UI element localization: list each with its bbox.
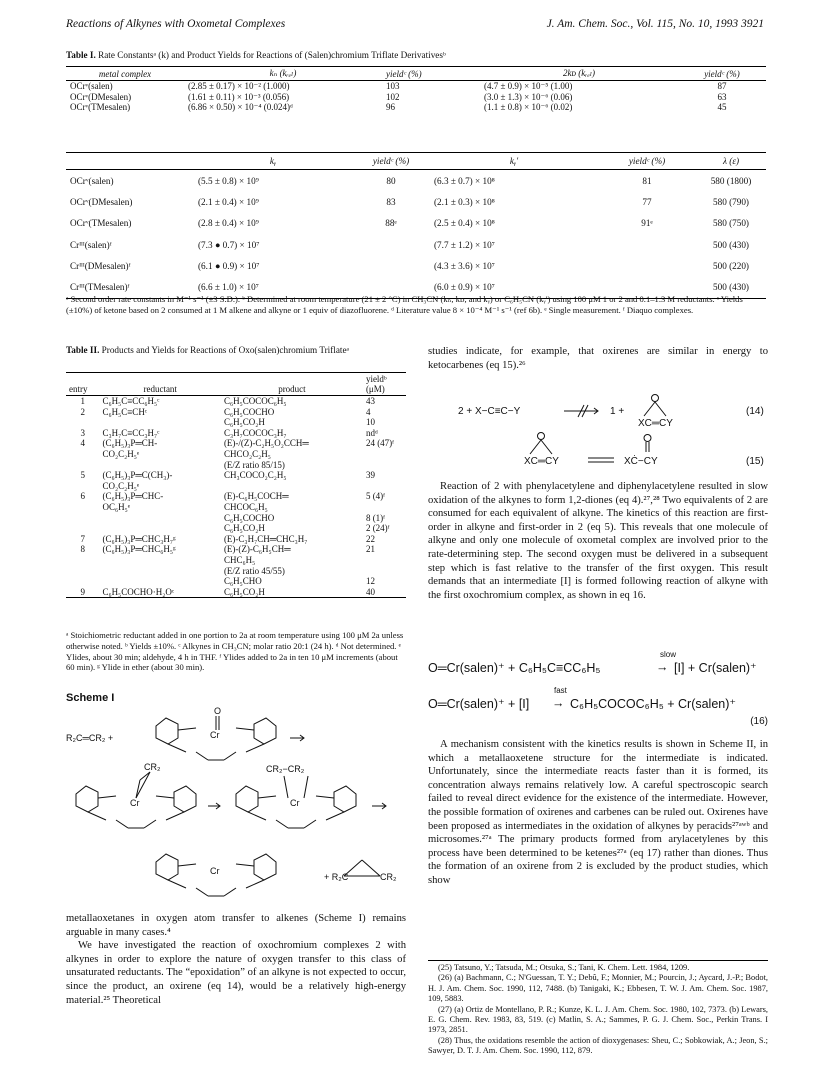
table-cell: (E)-/(Z)-C₂H₅O₂CCH═: [223, 438, 309, 449]
table-cell: [363, 566, 406, 577]
table-cell: (6.86 × 0.50) × 10⁻⁴ (0.024)ᵈ: [188, 102, 293, 112]
scheme-o-label: O: [214, 706, 222, 716]
reference-item: (26) (a) Bachmann, C.; N'Guessan, T. Y.; Debû, F.; Monnier, M.; Pourcin, J.; Aycard, J.-P.; Bodot, H. J. Am. Chem. Soc. 1990, 112, 7488. (b) Tanigaki, K.; Ebbesen, T. W. J. Am. Chem. Soc. 1987, 109, 5883.: [428, 973, 768, 1004]
table1a-header: metal complex: [66, 67, 184, 81]
table-cell: (E)-C₆H₅COCH═: [223, 491, 289, 502]
table-cell: OCrᵛ(salen): [70, 81, 113, 91]
table-cell: 2 (24)ᶠ: [365, 523, 390, 534]
scheme-epoxide-label-2: CR₂: [380, 872, 397, 882]
table-cell: (E/Z ratio 45/55): [223, 565, 285, 576]
table1-caption-label: Table I.: [66, 50, 96, 60]
table-cell: 83: [386, 196, 396, 207]
table-row: [66, 170, 766, 192]
table-cell: C₆H₅CO₂H: [223, 523, 265, 534]
table-cell: 5 (4)ᶠ: [365, 491, 386, 502]
table-cell: 88ᵉ: [385, 218, 397, 229]
table-cell: 12: [365, 576, 375, 587]
table-row: [66, 491, 406, 502]
table-cell: 9: [66, 587, 99, 598]
arrow-icon: →: [552, 696, 565, 710]
table-cell: (2.8 ± 0.4) × 10⁹: [198, 218, 259, 229]
eq16-step1-left: O═Cr(salen)⁺ + C₆H₅C≡CC₆H₅: [428, 661, 601, 675]
table-cell: (6.0 ± 0.9) × 10⁷: [430, 276, 598, 298]
ketocarbene-label: XĊ−CY: [624, 456, 658, 467]
table-row: [66, 587, 406, 598]
table-cell: [363, 502, 406, 513]
table2-caption-text: Products and Yields for Reactions of Oxo(salen)chromium Triflateᵃ: [101, 345, 350, 355]
table-cell: (2.1 ± 0.4) × 10⁹: [198, 196, 259, 207]
table-cell: [352, 234, 430, 255]
table-cell: OCrᵛ(DMesalen): [70, 91, 132, 102]
table-cell: [352, 255, 430, 276]
table-cell: C₆H₅CO₂H: [221, 587, 363, 598]
reference-item: (28) Thus, the oxidations resemble the action of dioxygenases: Sheu, C.; Sobkowiak, A.; Jeon, S.; Sawyer, D. T. J. Am. Chem. Soc. 1990, 112, 879.: [428, 1035, 768, 1056]
arrow-icon: →: [656, 660, 669, 674]
table-cell: 63: [717, 91, 727, 102]
table-row: [66, 191, 766, 212]
table-cell: OCrᵛ(salen): [70, 175, 114, 186]
table-cell: [363, 555, 406, 566]
table-cell: 580 (1800): [710, 175, 752, 186]
table-cell: C₃H₇COCOC₃H₇: [223, 427, 287, 438]
eq16-step1-rate: slow: [660, 650, 677, 659]
table-cell: [363, 460, 406, 471]
table1-part-a: [66, 66, 766, 113]
paragraph: metallaoxetanes in oxygen atom transfer to alkenes (Scheme I) remains arguable in many cases.⁴: [66, 913, 406, 938]
table1a-header: 2kᴅ (kᵣₑₗ): [480, 67, 678, 81]
table-cell: 96: [386, 102, 395, 112]
table-cell: C₆H₅CO₂H: [223, 417, 265, 428]
table-cell: 8 (1)ᶠ: [365, 512, 386, 523]
epoxide-product: [344, 860, 380, 876]
table-cell: 4: [365, 406, 371, 417]
table-cell: C₆H₅COCHO: [223, 406, 275, 417]
table2-body: [66, 396, 406, 598]
table-cell: (7.3 ● 0.7) × 10⁷: [198, 239, 260, 250]
table-cell: 8: [80, 544, 85, 555]
right-column-intro: [428, 345, 768, 372]
table-row: [66, 534, 406, 545]
table-cell: OCrᵛ(DMesalen): [70, 196, 133, 207]
table2-header: entry: [66, 373, 99, 396]
table-cell: 6: [80, 491, 85, 502]
table-cell: 39: [365, 470, 375, 481]
scheme-cr2-label: CR₂: [144, 762, 161, 772]
table-row: [66, 502, 406, 513]
table-cell: (E/Z ratio 85/15): [223, 459, 285, 470]
scheme-diagram: [66, 706, 406, 906]
table-cell: OC₆H₅ᵉ: [102, 501, 131, 512]
table2-footnote: ᵃ Stoichiometric reductant added in one portion to 2a at room temperature using 100 μM 2a unless otherwise noted. ᵇ Yields ±10%. ᶜ Alkynes in CH₃CN; molar ratio 20:1 (24 h). ᵈ Not determined. ᵉ Ylides, about 30 min; aldehyde, 4 h in THF. ᶠ Ylides added to 2a in ten 10 μM increments (about 60 min). ᵍ Ylide in ether (about 30 min).: [66, 630, 404, 673]
references: [428, 960, 768, 1057]
paragraph: studies indicate, for example, that oxirenes are similar in energy to ketocarbenes (eq 15).²⁶: [428, 346, 768, 371]
table2-caption: [66, 345, 406, 356]
table-cell: (2.1 ± 0.3) × 10⁸: [434, 196, 495, 207]
table-cell: 580 (750): [713, 218, 749, 229]
table-cell: (6.1 ● 0.9) × 10⁷: [198, 260, 260, 271]
table1-caption-text: Rate Constantsᵃ (k) and Product Yields for Reactions of (Salen)chromium Triflate Derivativesᵇ: [98, 50, 446, 60]
table-cell: (E)-(Z)-C₆H₅CH═: [223, 544, 291, 555]
table-cell: [66, 555, 99, 566]
table-cell: [99, 576, 220, 587]
eq14-number: (14): [746, 406, 764, 417]
eq16-step2-left: O═Cr(salen)⁺ + [I]: [428, 697, 530, 711]
table1b-header: [66, 153, 194, 170]
oxirene-label: XC═CY: [524, 456, 559, 467]
table-cell: 500 (220): [713, 260, 749, 271]
table-cell: 7: [80, 533, 85, 544]
eq16-step1: [428, 650, 768, 688]
table-cell: (C₆H₅)₃P═CHC-: [102, 491, 164, 502]
right-column-text-2: [428, 480, 768, 602]
table-cell: (E)-C₃H₇CH═CHC₃H₇: [223, 533, 308, 544]
table2-caption-label: Table II.: [66, 345, 100, 355]
equation-16: [428, 650, 768, 727]
table-cell: 87: [717, 81, 727, 91]
right-column-text-3: [428, 738, 768, 888]
table-cell: [99, 566, 220, 577]
table-row: [66, 460, 406, 471]
table-cell: [598, 234, 696, 255]
scheme-cr2cr2-label: CR₂−CR₂: [266, 764, 305, 774]
scheme-cr-label: Cr: [130, 798, 140, 808]
table-cell: C₆H₅C≡CHᶜ: [102, 406, 148, 417]
table-cell: C₆H₅COCOC₆H₅: [223, 396, 287, 406]
scheme-epoxide-label: + R₂C: [324, 872, 349, 882]
table-cell: Crᴵᴵᴵ(DMesalen)ᶠ: [70, 260, 131, 271]
table-cell: 2: [80, 406, 85, 417]
table-cell: 77: [642, 196, 652, 207]
table1a-header-row: [66, 67, 766, 81]
table-cell: (3.0 ± 1.3) × 10⁻⁶ (0.06): [484, 91, 573, 102]
table1-caption: [66, 50, 766, 60]
table-row: [66, 566, 406, 577]
table-cell: Crᴵᴵᴵ(salen)ᶠ: [70, 239, 112, 250]
table1a-header: yieldᶜ (%): [382, 67, 480, 81]
table-cell: [66, 523, 99, 534]
table-cell: [66, 513, 99, 524]
table1b-header: yieldᶜ (%): [598, 153, 696, 170]
running-header-journal: J. Am. Chem. Soc., Vol. 115, No. 10, 1993 3921: [546, 18, 764, 30]
table-cell: CHC₆H₅: [223, 554, 256, 565]
table-row: [66, 470, 406, 481]
table-cell: 5: [80, 470, 85, 481]
table2-header: yieldᵇ (μM): [363, 373, 406, 396]
table-cell: 91ᵉ: [641, 218, 653, 229]
table-row: [66, 92, 766, 103]
scheme-cr-label: Cr: [210, 730, 220, 740]
table-row: [66, 417, 406, 428]
paragraph: Reaction of 2 with phenylacetylene and diphenylacetylene resulted in slow oxidation of the alkynes to form 1,2-diones (eq 4).²⁷,²⁸ Two equivalents of 2 are consumed for each equivalent of alkyne. The kinetics of this reaction are first-order in alkyne and first-order in 2 (eq 5). This reveals that one molecule of alkyne and only one molecule of oxometal complex are involved prior to the rate-determining step. The second oxygen must be delivered in a subsequent step which is fast relative to the transfer of the first oxygen. This result demands that an intermediate [I] is formed following reaction of alkyne with the first oxochromium complex, as shown in eq 16.: [428, 481, 768, 601]
scheme-alkene-label: R₂C═CR₂ +: [66, 733, 114, 743]
reference-item: (25) Tatsuno, Y.; Tatsuda, M.; Otsuka, S.; Tani, K. Chem. Lett. 1984, 1209.: [438, 963, 690, 972]
table-row: [66, 449, 406, 460]
table-cell: (C₆H₅)₃P═CHC₃H₇ᵍ: [102, 533, 176, 544]
table-cell: [99, 460, 220, 471]
table2-header: product: [221, 373, 363, 396]
table-row: [66, 576, 406, 587]
table-cell: C₆H₅COCHO·H₂Oᶜ: [99, 587, 220, 598]
eq16-step2: [428, 686, 768, 716]
table-row: [66, 481, 406, 492]
table-cell: 580 (790): [713, 196, 749, 207]
paragraph: A mechanism consistent with the kinetics results is shown in Scheme II, in which a metallaoxetene structure for the intermediate is indicated. Unfortunately, since the intermediate reacts faster than it is formed, its concentration always remains relatively low. A careful spectroscopic search failed to reveal direct evidence for the existence of the intermediate. However, the possible formation of oxirenes and carbenes can be ruled out. Oxirenes have been proposed as intermediates in the oxidation of alkynes by peracids²⁷ᵃʷᵇ and microsomes.²⁷ᵃ The primary products formed from arylacetylenes by this process have been determined to be ketenes²⁷ᵃ (eq 17) rather than diones. Thus the formation of an oxirene from 2 is excluded by the product studies, which show: [428, 739, 768, 886]
paragraph: We have investigated the reaction of oxochromium complexes 2 with alkynes in order to explore the nature of oxygen transfer to this class of unsaturated reductants. The “epoxidation” of an alkyne is not expected to occur, since the product, an oxirene (eq 14), would be a relatively high-energy material.²⁵ Theoretical: [66, 940, 406, 1006]
table-cell: 21: [365, 544, 375, 555]
table-cell: [66, 566, 99, 577]
table-cell: CHCOC₆H₅: [223, 501, 268, 512]
table-cell: 10: [365, 417, 375, 428]
table1b-header-row: [66, 153, 766, 170]
reference-item: (27) (a) Ortiz de Montellano, P. R.; Kunze, K. L. J. Am. Chem. Soc. 1980, 102, 7373. (b) Lewars, E. G. Chem. Rev. 1983, 83, 519. (c) Matlin, S. A.; Sammes, P. G. J. Chem. Soc., Perkin Trans. I 1973, 2851.: [428, 1004, 768, 1035]
table-cell: (6.6 ± 1.0) × 10⁷: [194, 276, 352, 298]
table2: [66, 372, 406, 598]
table-cell: [99, 523, 220, 534]
running-header-title: Reactions of Alkynes with Oxometal Complexes: [66, 18, 286, 30]
table-cell: 43: [365, 396, 375, 406]
eq16-step1-right: [I] + Cr(salen)⁺: [674, 661, 757, 675]
table-cell: C₆H₅C≡CC₆H₅ᶜ: [102, 396, 160, 406]
table-cell: (4.7 ± 0.9) × 10⁻⁵ (1.00): [484, 81, 573, 91]
oxirene-label: XC═CY: [638, 418, 673, 429]
table-cell: 1: [80, 396, 85, 406]
table-row: [66, 396, 406, 407]
table2-header: reductant: [99, 373, 220, 396]
table1b-header: λ (ε): [696, 153, 766, 170]
table-row: [66, 438, 406, 449]
table-cell: [66, 449, 99, 460]
table-row: [66, 407, 406, 418]
table1-footnote: ᵃ Second order rate constants in M⁻¹ s⁻¹ (±3 S.D.). ᵇ Determined at room temperature (21 ± 2 °C) in CH₃CN (kₙ, kᴅ, and kᵧ) or C₆H₅CN (kᵧ′) using 100 μM 1 or 2 and 0.1–1.3 M reductants. ᶜ Yields (±10%) of ketone based on 2 consumed at 1 M alkene and alkyne or 1 equiv of diazofluorene. ᵈ Literature value 8 × 10⁻⁴ M⁻¹ s⁻¹ (ref 6b). ᵉ Single measurement. ᶠ Diaquo complexes.: [66, 294, 743, 315]
table1b-header: kᵧ: [194, 153, 352, 170]
eq15-number: (15): [746, 456, 764, 467]
table-cell: OCrᵛ(TMesalen): [70, 218, 132, 229]
table-cell: (C₆H₅)₃P═C(CH₃)-: [102, 470, 173, 481]
table-cell: (4.3 ± 3.6) × 10⁷: [434, 260, 495, 271]
table-cell: (1.61 ± 0.11) × 10⁻³ (0.056): [188, 91, 290, 102]
table-row: [66, 255, 766, 276]
table-cell: (1.1 ± 0.8) × 10⁻⁶ (0.02): [484, 102, 573, 112]
table-row: [66, 81, 766, 92]
eq16-step2-right: C₆H₅COCOC₆H₅ + Cr(salen)⁺: [570, 697, 737, 711]
table-cell: [66, 460, 99, 471]
table-row: [66, 555, 406, 566]
table1a-header: kₙ (kᵣₑₗ): [184, 67, 382, 81]
table-cell: C₃H₇C≡CC₃H₇ᶜ: [102, 427, 160, 438]
table-row: [66, 523, 406, 534]
table-row: [66, 102, 766, 113]
table-cell: (5.5 ± 0.8) × 10⁹: [198, 175, 259, 186]
scheme-title: Scheme I: [66, 692, 115, 704]
table-cell: 500 (430): [713, 239, 749, 250]
table-cell: 102: [386, 91, 400, 102]
table-cell: CO₂C₂H₅ᵉ: [102, 480, 140, 491]
table-cell: 24 (47)ᶠ: [365, 438, 395, 449]
table-cell: 22: [365, 533, 375, 544]
table2-header-row: [66, 373, 406, 396]
table-cell: [66, 502, 99, 513]
table-cell: C₆H₅COCHO: [223, 512, 275, 523]
eq16-number: (16): [750, 716, 768, 727]
table-cell: OCrᵛ(TMesalen): [70, 102, 131, 112]
equations-14-15: [428, 386, 768, 476]
table-cell: [66, 481, 99, 492]
table-cell: [99, 555, 220, 566]
table-cell: 80: [386, 175, 396, 186]
table-cell: CO₂C₂H₅ᵉ: [102, 448, 140, 459]
table-cell: [99, 417, 220, 428]
table-cell: [221, 481, 363, 492]
scheme-cr-label: Cr: [290, 798, 300, 808]
eq14-reactants: 2 + X−C≡C−Y: [458, 406, 521, 417]
table-cell: 81: [642, 175, 652, 186]
eq16-step2-rate: fast: [554, 686, 567, 695]
table-cell: (C₆H₅)₃P═CH-: [102, 438, 158, 449]
table-cell: 3: [80, 427, 85, 438]
table-cell: 40: [363, 587, 406, 598]
table-cell: ndᵈ: [365, 427, 378, 438]
table-cell: [363, 481, 406, 492]
table-cell: (6.3 ± 0.7) × 10⁸: [434, 175, 495, 186]
table-cell: (7.7 ± 1.2) × 10⁷: [434, 239, 495, 250]
table1b-header: yieldᶜ (%): [352, 153, 430, 170]
table-cell: (2.85 ± 0.17) × 10⁻² (1.000): [188, 81, 290, 91]
table-cell: C₆H₅CHO: [223, 576, 262, 587]
table1b-header: kᵧ′: [430, 153, 598, 170]
table-cell: [598, 255, 696, 276]
table-cell: (2.5 ± 0.4) × 10⁸: [434, 218, 495, 229]
eq14-product: 1 +: [610, 406, 625, 417]
table-cell: 4: [80, 438, 85, 449]
table-row: [66, 234, 766, 255]
table-cell: (C₆H₅)₃P═CHC₆H₅ᵍ: [102, 544, 176, 555]
table-cell: [363, 449, 406, 460]
table1a-header: yieldᶜ (%): [678, 67, 766, 81]
table-cell: 500 (430): [696, 276, 766, 298]
table-cell: [66, 417, 99, 428]
table-row: [66, 544, 406, 555]
table-cell: CHCO₂C₂H₅: [223, 448, 271, 459]
table-cell: CH₃COCO₂C₂H₅: [223, 470, 287, 481]
table-row: [66, 513, 406, 524]
table-cell: [99, 513, 220, 524]
table-cell: 45: [717, 102, 727, 112]
table-row: [66, 213, 766, 234]
table1-part-b: [66, 152, 766, 299]
scheme-cr-label: Cr: [210, 866, 220, 876]
table-cell: Crᴵᴵᴵ(TMesalen)ᶠ: [66, 276, 194, 298]
left-column-text: [66, 912, 406, 1007]
table-cell: 103: [386, 81, 400, 91]
table-cell: [66, 576, 99, 587]
table-row: [66, 428, 406, 439]
